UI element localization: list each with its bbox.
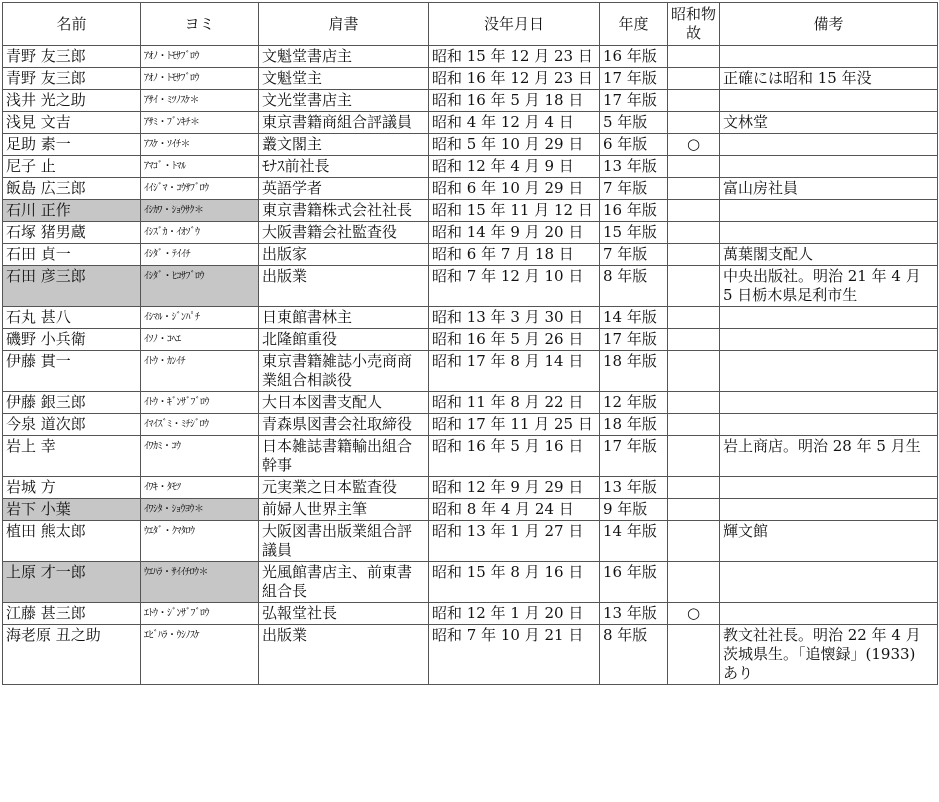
title-cell: 文光堂書店主	[259, 90, 429, 112]
name-cell: 伊藤 貫一	[3, 351, 141, 392]
title-cell: 東京書籍商組合評議員	[259, 112, 429, 134]
note-cell	[720, 46, 938, 68]
death-date-cell: 昭和 16 年 5 月 16 日	[429, 436, 600, 477]
showa-deceased-cell	[668, 266, 720, 307]
yomi-cell: ｴﾋﾞﾊﾗ・ｳｼﾉｽｹ	[141, 625, 259, 685]
name-cell: 石田 彦三郎	[3, 266, 141, 307]
table-row	[3, 90, 938, 112]
name-cell: 尼子 止	[3, 156, 141, 178]
note-cell: 中央出版社。明治 21 年 4 月 5 日栃木県足利市生	[720, 266, 938, 307]
showa-deceased-cell	[668, 222, 720, 244]
title-cell: 日東館書林主	[259, 307, 429, 329]
name-cell: 石丸 甚八	[3, 307, 141, 329]
yomi-cell: ｲｼﾀﾞ・ﾋｺｻﾌﾞﾛｳ	[141, 266, 259, 307]
year-cell: 8 年版	[600, 266, 668, 307]
year-cell: 17 年版	[600, 90, 668, 112]
note-cell	[720, 222, 938, 244]
table-row	[3, 46, 938, 68]
year-cell: 5 年版	[600, 112, 668, 134]
death-date-cell: 昭和 11 年 8 月 22 日	[429, 392, 600, 414]
death-date-cell: 昭和 12 年 1 月 20 日	[429, 603, 600, 625]
name-cell: 磯野 小兵衛	[3, 329, 141, 351]
year-cell: 13 年版	[600, 477, 668, 499]
year-cell: 14 年版	[600, 307, 668, 329]
showa-deceased-cell	[668, 499, 720, 521]
year-cell: 14 年版	[600, 521, 668, 562]
death-date-cell: 昭和 12 年 4 月 9 日	[429, 156, 600, 178]
table-row	[3, 562, 938, 603]
note-cell: 萬葉閣支配人	[720, 244, 938, 266]
year-cell: 15 年版	[600, 222, 668, 244]
name-cell: 伊藤 銀三郎	[3, 392, 141, 414]
showa-deceased-cell	[668, 68, 720, 90]
year-cell: 8 年版	[600, 625, 668, 685]
showa-deceased-cell	[668, 156, 720, 178]
showa-deceased-cell	[668, 625, 720, 685]
yomi-cell: ｴﾄｳ・ｼﾞﾝｻﾞﾌﾞﾛｳ	[141, 603, 259, 625]
death-date-cell: 昭和 16 年 5 月 18 日	[429, 90, 600, 112]
note-cell	[720, 90, 938, 112]
showa-deceased-cell	[668, 477, 720, 499]
title-cell: 大阪図書出版業組合評議員	[259, 521, 429, 562]
yomi-cell: ｳｴﾀﾞ・ｸﾏﾀﾛｳ	[141, 521, 259, 562]
yomi-cell: ｱｵﾉ・ﾄﾓｻﾌﾞﾛｳ	[141, 68, 259, 90]
yomi-cell: ｲﾄｳ・ｶﾝｲﾁ	[141, 351, 259, 392]
note-cell	[720, 392, 938, 414]
showa-deceased-cell	[668, 46, 720, 68]
death-date-cell: 昭和 17 年 8 月 14 日	[429, 351, 600, 392]
name-cell: 岩城 方	[3, 477, 141, 499]
death-date-cell: 昭和 6 年 7 月 18 日	[429, 244, 600, 266]
note-cell: 富山房社員	[720, 178, 938, 200]
showa-deceased-cell	[668, 351, 720, 392]
table-row	[3, 178, 938, 200]
note-cell	[720, 307, 938, 329]
title-cell: 前婦人世界主筆	[259, 499, 429, 521]
title-cell: 青森県図書会社取締役	[259, 414, 429, 436]
note-cell: 文林堂	[720, 112, 938, 134]
title-cell: 出版業	[259, 266, 429, 307]
col-header-year: 年度	[600, 3, 668, 46]
note-cell: 輝文館	[720, 521, 938, 562]
year-cell: 9 年版	[600, 499, 668, 521]
col-header-yomi: ヨミ	[141, 3, 259, 46]
title-cell: 叢文閣主	[259, 134, 429, 156]
note-cell: 正確には昭和 15 年没	[720, 68, 938, 90]
death-date-cell: 昭和 4 年 12 月 4 日	[429, 112, 600, 134]
showa-deceased-cell	[668, 521, 720, 562]
yomi-cell: ｲｲｼﾞﾏ・ｺｳｻﾌﾞﾛｳ	[141, 178, 259, 200]
name-cell: 石塚 猪男蔵	[3, 222, 141, 244]
table-row	[3, 351, 938, 392]
year-cell: 18 年版	[600, 351, 668, 392]
death-date-cell: 昭和 17 年 11 月 25 日	[429, 414, 600, 436]
col-header-showa-deceased: 昭和物故	[668, 3, 720, 46]
title-cell: 文魁堂主	[259, 68, 429, 90]
yomi-cell: ｱｻﾐ・ﾌﾞﾝｷﾁ＊	[141, 112, 259, 134]
name-cell: 今泉 道次郎	[3, 414, 141, 436]
year-cell: 6 年版	[600, 134, 668, 156]
name-cell: 岩上 幸	[3, 436, 141, 477]
table-row	[3, 625, 938, 685]
table-row	[3, 307, 938, 329]
table-row	[3, 414, 938, 436]
yomi-cell: ｱｻｲ・ﾐﾂﾉｽｹ＊	[141, 90, 259, 112]
death-date-cell: 昭和 13 年 3 月 30 日	[429, 307, 600, 329]
death-date-cell: 昭和 6 年 10 月 29 日	[429, 178, 600, 200]
note-cell: 岩上商店。明治 28 年 5 月生	[720, 436, 938, 477]
death-date-cell: 昭和 7 年 10 月 21 日	[429, 625, 600, 685]
name-cell: 石川 正作	[3, 200, 141, 222]
col-header-note: 備考	[720, 3, 938, 46]
table-row	[3, 68, 938, 90]
death-date-cell: 昭和 7 年 12 月 10 日	[429, 266, 600, 307]
title-cell: 日本雑誌書籍輸出組合幹事	[259, 436, 429, 477]
col-header-title: 肩書	[259, 3, 429, 46]
showa-deceased-cell	[668, 392, 720, 414]
yomi-cell: ｲﾜｼﾀ・ｼｮｳﾖｳ＊	[141, 499, 259, 521]
header-row	[3, 3, 938, 46]
note-cell	[720, 329, 938, 351]
year-cell: 7 年版	[600, 178, 668, 200]
death-date-cell: 昭和 15 年 12 月 23 日	[429, 46, 600, 68]
yomi-cell: ｲｼｶﾜ・ｼｮｳｻｸ＊	[141, 200, 259, 222]
year-cell: 18 年版	[600, 414, 668, 436]
death-date-cell: 昭和 15 年 11 月 12 日	[429, 200, 600, 222]
yomi-cell: ｲｼｽﾞｶ・ｲｵｿﾞｳ	[141, 222, 259, 244]
note-cell	[720, 200, 938, 222]
table-row	[3, 329, 938, 351]
table-row	[3, 200, 938, 222]
title-cell: 東京書籍株式会社社長	[259, 200, 429, 222]
title-cell: 元実業之日本監査役	[259, 477, 429, 499]
name-cell: 植田 熊太郎	[3, 521, 141, 562]
name-cell: 海老原 丑之助	[3, 625, 141, 685]
note-cell	[720, 562, 938, 603]
showa-deceased-cell	[668, 562, 720, 603]
yomi-cell: ｱｵﾉ・ﾄﾓｻﾌﾞﾛｳ	[141, 46, 259, 68]
col-header-name: 名前	[3, 3, 141, 46]
year-cell: 16 年版	[600, 562, 668, 603]
showa-deceased-cell	[668, 200, 720, 222]
note-cell	[720, 603, 938, 625]
death-date-cell: 昭和 16 年 5 月 26 日	[429, 329, 600, 351]
table-row	[3, 392, 938, 414]
showa-deceased-cell	[668, 90, 720, 112]
showa-deceased-cell	[668, 244, 720, 266]
yomi-cell: ｱﾏｺﾞ・ﾄﾏﾙ	[141, 156, 259, 178]
showa-deceased-cell	[668, 436, 720, 477]
year-cell: 13 年版	[600, 603, 668, 625]
table-row	[3, 156, 938, 178]
death-date-cell: 昭和 16 年 12 月 23 日	[429, 68, 600, 90]
title-cell: 東京書籍雑誌小売商商業組合相談役	[259, 351, 429, 392]
yomi-cell: ｲﾜｶﾐ・ｺｳ	[141, 436, 259, 477]
death-date-cell: 昭和 8 年 4 月 24 日	[429, 499, 600, 521]
name-cell: 上原 才一郎	[3, 562, 141, 603]
death-date-cell: 昭和 5 年 10 月 29 日	[429, 134, 600, 156]
showa-deceased-cell	[668, 178, 720, 200]
table-row	[3, 477, 938, 499]
col-header-death-date: 没年月日	[429, 3, 600, 46]
note-cell: 教文社社長。明治 22 年 4 月茨城県生。「追懐録」(1933) あり	[720, 625, 938, 685]
table-row	[3, 603, 938, 625]
year-cell: 12 年版	[600, 392, 668, 414]
yomi-cell: ｲｼﾏﾙ・ｼﾞﾝﾊﾟﾁ	[141, 307, 259, 329]
showa-deceased-cell	[668, 329, 720, 351]
yomi-cell: ｱｽｹ・ｿｲﾁ＊	[141, 134, 259, 156]
yomi-cell: ｲﾄｳ・ｷﾞﾝｻﾞﾌﾞﾛｳ	[141, 392, 259, 414]
title-cell: 英語学者	[259, 178, 429, 200]
yomi-cell: ｲﾜｷ・ﾀﾓﾂ	[141, 477, 259, 499]
year-cell: 13 年版	[600, 156, 668, 178]
title-cell: 出版家	[259, 244, 429, 266]
year-cell: 16 年版	[600, 200, 668, 222]
table-row	[3, 499, 938, 521]
yomi-cell: ｳｴﾊﾗ・ｻｲｲﾁﾛｳ＊	[141, 562, 259, 603]
death-date-cell: 昭和 12 年 9 月 29 日	[429, 477, 600, 499]
note-cell	[720, 351, 938, 392]
name-cell: 石田 貞一	[3, 244, 141, 266]
showa-deceased-cell: ○	[668, 134, 720, 156]
note-cell	[720, 414, 938, 436]
obituary-table	[2, 2, 938, 685]
table-row	[3, 222, 938, 244]
name-cell: 青野 友三郎	[3, 46, 141, 68]
year-cell: 17 年版	[600, 436, 668, 477]
yomi-cell: ｲﾏｲｽﾞﾐ・ﾐﾁｼﾞﾛｳ	[141, 414, 259, 436]
year-cell: 17 年版	[600, 329, 668, 351]
table-row	[3, 521, 938, 562]
death-date-cell: 昭和 14 年 9 月 20 日	[429, 222, 600, 244]
table-row	[3, 436, 938, 477]
year-cell: 7 年版	[600, 244, 668, 266]
showa-deceased-cell	[668, 307, 720, 329]
title-cell: 弘報堂社長	[259, 603, 429, 625]
year-cell: 16 年版	[600, 46, 668, 68]
name-cell: 江藤 甚三郎	[3, 603, 141, 625]
title-cell: 大日本図書支配人	[259, 392, 429, 414]
title-cell: 出版業	[259, 625, 429, 685]
table-row	[3, 266, 938, 307]
note-cell	[720, 499, 938, 521]
name-cell: 足助 素一	[3, 134, 141, 156]
showa-deceased-cell: ○	[668, 603, 720, 625]
title-cell: 光風館書店主、前東書組合長	[259, 562, 429, 603]
title-cell: 大阪書籍会社監査役	[259, 222, 429, 244]
yomi-cell: ｲｿﾉ・ｺﾍｴ	[141, 329, 259, 351]
title-cell: 文魁堂書店主	[259, 46, 429, 68]
title-cell: ﾓﾅｽ前社長	[259, 156, 429, 178]
name-cell: 岩下 小葉	[3, 499, 141, 521]
title-cell: 北隆館重役	[259, 329, 429, 351]
death-date-cell: 昭和 15 年 8 月 16 日	[429, 562, 600, 603]
showa-deceased-cell	[668, 414, 720, 436]
note-cell	[720, 477, 938, 499]
death-date-cell: 昭和 13 年 1 月 27 日	[429, 521, 600, 562]
table-row	[3, 244, 938, 266]
name-cell: 飯島 広三郎	[3, 178, 141, 200]
table-row	[3, 134, 938, 156]
name-cell: 青野 友三郎	[3, 68, 141, 90]
note-cell	[720, 156, 938, 178]
table-row	[3, 112, 938, 134]
name-cell: 浅井 光之助	[3, 90, 141, 112]
note-cell	[720, 134, 938, 156]
name-cell: 浅見 文吉	[3, 112, 141, 134]
yomi-cell: ｲｼﾀﾞ・ﾃｲｲﾁ	[141, 244, 259, 266]
year-cell: 17 年版	[600, 68, 668, 90]
showa-deceased-cell	[668, 112, 720, 134]
